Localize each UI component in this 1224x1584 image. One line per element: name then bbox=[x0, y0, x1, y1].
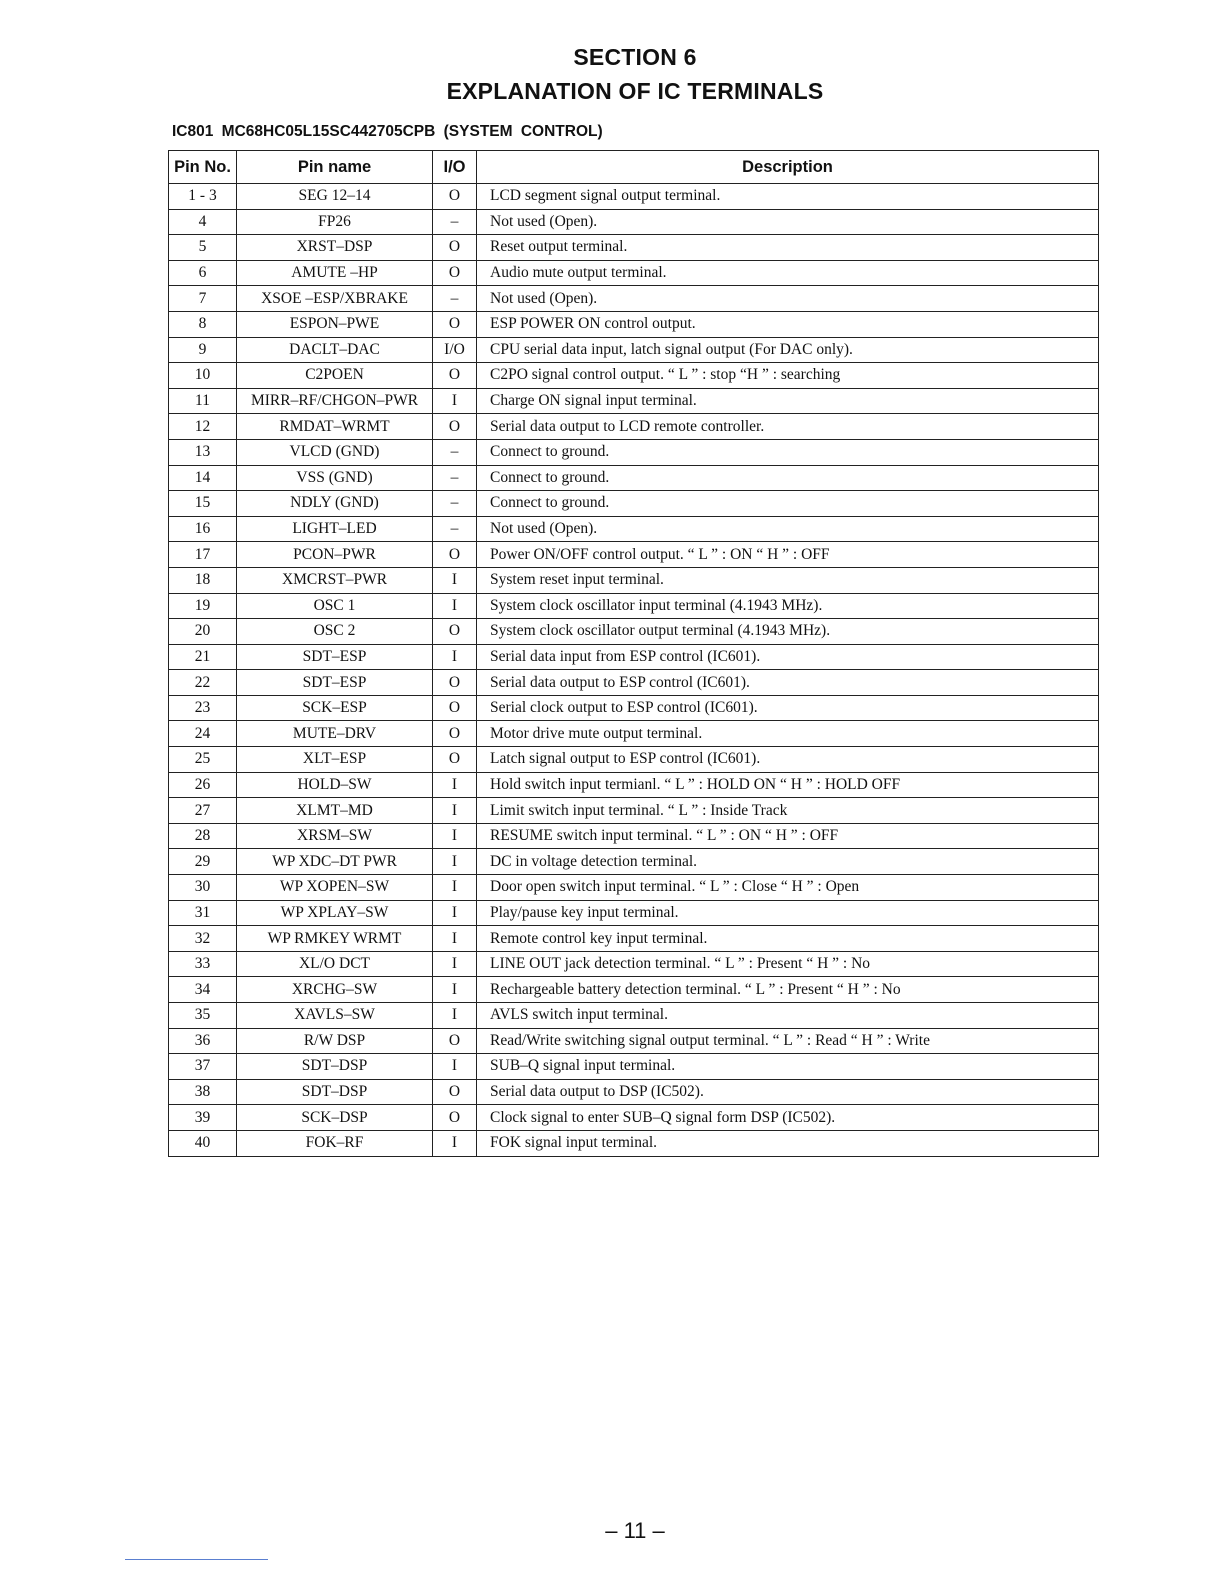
table-row bbox=[169, 772, 1099, 798]
table-row bbox=[169, 1105, 1099, 1131]
table-row bbox=[169, 721, 1099, 747]
pin-no-cell: 11 bbox=[169, 388, 237, 414]
pin-no-cell: 26 bbox=[169, 772, 237, 798]
pin-name-cell: WP XOPEN–SW bbox=[237, 875, 433, 901]
pin-name-cell: FOK–RF bbox=[237, 1130, 433, 1156]
pin-no-cell: 17 bbox=[169, 542, 237, 568]
pin-name-cell: FP26 bbox=[237, 209, 433, 235]
description-cell: Serial data output to LCD remote controller. bbox=[477, 414, 1099, 440]
io-cell: I bbox=[433, 798, 477, 824]
pin-no-cell: 23 bbox=[169, 695, 237, 721]
description-cell: Hold switch input termianl. “ L ” : HOLD ON “ H ” : HOLD OFF bbox=[477, 772, 1099, 798]
io-cell: O bbox=[433, 184, 477, 210]
pin-no-cell: 19 bbox=[169, 593, 237, 619]
pin-name-cell: WP RMKEY WRMT bbox=[237, 926, 433, 952]
io-cell: O bbox=[433, 1079, 477, 1105]
description-cell: Power ON/OFF control output. “ L ” : ON “ H ” : OFF bbox=[477, 542, 1099, 568]
io-cell: O bbox=[433, 670, 477, 696]
column-header-io: I/O bbox=[433, 151, 477, 184]
io-cell: O bbox=[433, 721, 477, 747]
page-title: EXPLANATION OF IC TERMINALS bbox=[446, 78, 824, 104]
pin-no-cell: 12 bbox=[169, 414, 237, 440]
pin-name-cell: VSS (GND) bbox=[237, 465, 433, 491]
pin-no-cell: 18 bbox=[169, 567, 237, 593]
pin-no-cell: 6 bbox=[169, 260, 237, 286]
io-cell: – bbox=[433, 491, 477, 517]
description-cell: Serial data output to DSP (IC502). bbox=[477, 1079, 1099, 1105]
description-cell: Connect to ground. bbox=[477, 439, 1099, 465]
pin-no-cell: 38 bbox=[169, 1079, 237, 1105]
description-cell: SUB–Q signal input terminal. bbox=[477, 1054, 1099, 1080]
description-cell: System reset input terminal. bbox=[477, 567, 1099, 593]
description-cell: ESP POWER ON control output. bbox=[477, 311, 1099, 337]
pin-no-cell: 35 bbox=[169, 1003, 237, 1029]
io-cell: O bbox=[433, 260, 477, 286]
table-row bbox=[169, 900, 1099, 926]
pin-name-cell: AMUTE –HP bbox=[237, 260, 433, 286]
ic-heading: IC801 MC68HC05L15SC442705CPB (SYSTEM CONTROL) bbox=[172, 123, 603, 140]
description-cell: Play/pause key input terminal. bbox=[477, 900, 1099, 926]
column-header-pin-name: Pin name bbox=[237, 151, 433, 184]
description-cell: Serial clock output to ESP control (IC601). bbox=[477, 695, 1099, 721]
pin-name-cell: XAVLS–SW bbox=[237, 1003, 433, 1029]
pin-name-cell: ESPON–PWE bbox=[237, 311, 433, 337]
io-cell: O bbox=[433, 235, 477, 261]
pin-no-cell: 20 bbox=[169, 619, 237, 645]
description-cell: AVLS switch input terminal. bbox=[477, 1003, 1099, 1029]
description-cell: Remote control key input terminal. bbox=[477, 926, 1099, 952]
table-row bbox=[169, 977, 1099, 1003]
pin-name-cell: C2POEN bbox=[237, 363, 433, 389]
table-row bbox=[169, 798, 1099, 824]
column-header-pin-no: Pin No. bbox=[169, 151, 237, 184]
io-cell: O bbox=[433, 1105, 477, 1131]
table-row bbox=[169, 926, 1099, 952]
description-cell: System clock oscillator input terminal (4.1943 MHz). bbox=[477, 593, 1099, 619]
pin-name-cell: SDT–DSP bbox=[237, 1054, 433, 1080]
description-cell: CPU serial data input, latch signal output (For DAC only). bbox=[477, 337, 1099, 363]
description-cell: Serial data input from ESP control (IC601). bbox=[477, 644, 1099, 670]
pin-name-cell: XLMT–MD bbox=[237, 798, 433, 824]
pin-name-cell: SCK–DSP bbox=[237, 1105, 433, 1131]
pin-no-cell: 13 bbox=[169, 439, 237, 465]
pin-name-cell: R/W DSP bbox=[237, 1028, 433, 1054]
io-cell: – bbox=[433, 516, 477, 542]
pin-name-cell: MUTE–DRV bbox=[237, 721, 433, 747]
table-row bbox=[169, 747, 1099, 773]
io-cell: I bbox=[433, 823, 477, 849]
description-cell: C2PO signal control output. “ L ” : stop “H ” : searching bbox=[477, 363, 1099, 389]
description-cell: Audio mute output terminal. bbox=[477, 260, 1099, 286]
io-cell: I bbox=[433, 1054, 477, 1080]
description-cell: Rechargeable battery detection terminal. “ L ” : Present “ H ” : No bbox=[477, 977, 1099, 1003]
pin-name-cell: MIRR–RF/CHGON–PWR bbox=[237, 388, 433, 414]
pin-no-cell: 36 bbox=[169, 1028, 237, 1054]
pin-name-cell: XL/O DCT bbox=[237, 951, 433, 977]
description-cell: Connect to ground. bbox=[477, 491, 1099, 517]
pin-no-cell: 30 bbox=[169, 875, 237, 901]
description-cell: Not used (Open). bbox=[477, 516, 1099, 542]
pin-name-cell: XMCRST–PWR bbox=[237, 567, 433, 593]
pin-name-cell: LIGHT–LED bbox=[237, 516, 433, 542]
pin-no-cell: 29 bbox=[169, 849, 237, 875]
description-cell: Connect to ground. bbox=[477, 465, 1099, 491]
io-cell: I bbox=[433, 951, 477, 977]
table-row bbox=[169, 363, 1099, 389]
table-row bbox=[169, 567, 1099, 593]
io-cell: I bbox=[433, 1003, 477, 1029]
pin-no-cell: 10 bbox=[169, 363, 237, 389]
description-cell: System clock oscillator output terminal (4.1943 MHz). bbox=[477, 619, 1099, 645]
pin-name-cell: VLCD (GND) bbox=[237, 439, 433, 465]
table-row bbox=[169, 619, 1099, 645]
table-row bbox=[169, 875, 1099, 901]
io-cell: O bbox=[433, 619, 477, 645]
table-row bbox=[169, 849, 1099, 875]
io-cell: I bbox=[433, 977, 477, 1003]
io-cell: I bbox=[433, 388, 477, 414]
pin-name-cell: XRSM–SW bbox=[237, 823, 433, 849]
io-cell: – bbox=[433, 465, 477, 491]
io-cell: I bbox=[433, 1130, 477, 1156]
column-header-description: Description bbox=[477, 151, 1099, 184]
pin-no-cell: 1 - 3 bbox=[169, 184, 237, 210]
pin-name-cell: SDT–DSP bbox=[237, 1079, 433, 1105]
table-row bbox=[169, 465, 1099, 491]
pin-name-cell: SDT–ESP bbox=[237, 670, 433, 696]
pin-no-cell: 31 bbox=[169, 900, 237, 926]
table-row bbox=[169, 1054, 1099, 1080]
pin-name-cell: SDT–ESP bbox=[237, 644, 433, 670]
section-number: SECTION 6 bbox=[573, 44, 697, 70]
description-cell: Reset output terminal. bbox=[477, 235, 1099, 261]
table-row bbox=[169, 670, 1099, 696]
table-row bbox=[169, 388, 1099, 414]
description-cell: RESUME switch input terminal. “ L ” : ON “ H ” : OFF bbox=[477, 823, 1099, 849]
table-row bbox=[169, 439, 1099, 465]
pin-name-cell: NDLY (GND) bbox=[237, 491, 433, 517]
description-cell: Read/Write switching signal output terminal. “ L ” : Read “ H ” : Write bbox=[477, 1028, 1099, 1054]
pin-name-cell: SEG 12–14 bbox=[237, 184, 433, 210]
description-cell: DC in voltage detection terminal. bbox=[477, 849, 1099, 875]
description-cell: Serial data output to ESP control (IC601). bbox=[477, 670, 1099, 696]
pin-no-cell: 32 bbox=[169, 926, 237, 952]
pin-no-cell: 22 bbox=[169, 670, 237, 696]
pin-no-cell: 9 bbox=[169, 337, 237, 363]
table-header-row bbox=[169, 151, 1099, 184]
pin-name-cell: WP XPLAY–SW bbox=[237, 900, 433, 926]
io-cell: I bbox=[433, 900, 477, 926]
io-cell: I bbox=[433, 644, 477, 670]
io-cell: O bbox=[433, 747, 477, 773]
io-cell: I bbox=[433, 567, 477, 593]
table-row bbox=[169, 695, 1099, 721]
table-row bbox=[169, 1079, 1099, 1105]
description-cell: Motor drive mute output terminal. bbox=[477, 721, 1099, 747]
pin-no-cell: 16 bbox=[169, 516, 237, 542]
io-cell: I bbox=[433, 926, 477, 952]
description-cell: LINE OUT jack detection terminal. “ L ” : Present “ H ” : No bbox=[477, 951, 1099, 977]
description-cell: Not used (Open). bbox=[477, 286, 1099, 312]
io-cell: O bbox=[433, 542, 477, 568]
table-row bbox=[169, 951, 1099, 977]
pin-no-cell: 28 bbox=[169, 823, 237, 849]
io-cell: I bbox=[433, 875, 477, 901]
table-row bbox=[169, 209, 1099, 235]
description-cell: Door open switch input terminal. “ L ” : Close “ H ” : Open bbox=[477, 875, 1099, 901]
pin-no-cell: 5 bbox=[169, 235, 237, 261]
footer-rule bbox=[125, 1559, 268, 1560]
description-cell: Not used (Open). bbox=[477, 209, 1099, 235]
pin-no-cell: 34 bbox=[169, 977, 237, 1003]
pin-name-cell: XRST–DSP bbox=[237, 235, 433, 261]
io-cell: I/O bbox=[433, 337, 477, 363]
pin-no-cell: 7 bbox=[169, 286, 237, 312]
pin-name-cell: XSOE –ESP/XBRAKE bbox=[237, 286, 433, 312]
pin-name-cell: DACLT–DAC bbox=[237, 337, 433, 363]
pin-name-cell: PCON–PWR bbox=[237, 542, 433, 568]
table-row bbox=[169, 260, 1099, 286]
io-cell: O bbox=[433, 1028, 477, 1054]
table-row bbox=[169, 542, 1099, 568]
io-cell: I bbox=[433, 772, 477, 798]
table-row bbox=[169, 311, 1099, 337]
pin-no-cell: 25 bbox=[169, 747, 237, 773]
io-cell: I bbox=[433, 849, 477, 875]
description-cell: FOK signal input terminal. bbox=[477, 1130, 1099, 1156]
table-row bbox=[169, 1003, 1099, 1029]
io-cell: – bbox=[433, 209, 477, 235]
io-cell: O bbox=[433, 414, 477, 440]
pin-no-cell: 15 bbox=[169, 491, 237, 517]
io-cell: O bbox=[433, 311, 477, 337]
table-row bbox=[169, 491, 1099, 517]
pin-name-cell: OSC 2 bbox=[237, 619, 433, 645]
table-row bbox=[169, 184, 1099, 210]
pin-name-cell: SCK–ESP bbox=[237, 695, 433, 721]
pin-no-cell: 24 bbox=[169, 721, 237, 747]
pin-no-cell: 40 bbox=[169, 1130, 237, 1156]
pin-name-cell: HOLD–SW bbox=[237, 772, 433, 798]
pin-no-cell: 14 bbox=[169, 465, 237, 491]
table-row bbox=[169, 337, 1099, 363]
pin-no-cell: 21 bbox=[169, 644, 237, 670]
pin-no-cell: 8 bbox=[169, 311, 237, 337]
io-cell: – bbox=[433, 439, 477, 465]
description-cell: Charge ON signal input terminal. bbox=[477, 388, 1099, 414]
pin-no-cell: 33 bbox=[169, 951, 237, 977]
ic-terminals-table bbox=[168, 150, 1099, 1157]
page-number: – 11 – bbox=[605, 1518, 665, 1543]
table-row bbox=[169, 516, 1099, 542]
io-cell: I bbox=[433, 593, 477, 619]
description-cell: Limit switch input terminal. “ L ” : Inside Track bbox=[477, 798, 1099, 824]
pin-no-cell: 39 bbox=[169, 1105, 237, 1131]
table-row bbox=[169, 286, 1099, 312]
pin-name-cell: RMDAT–WRMT bbox=[237, 414, 433, 440]
io-cell: – bbox=[433, 286, 477, 312]
pin-name-cell: XRCHG–SW bbox=[237, 977, 433, 1003]
table-row bbox=[169, 1028, 1099, 1054]
description-cell: LCD segment signal output terminal. bbox=[477, 184, 1099, 210]
description-cell: Latch signal output to ESP control (IC601). bbox=[477, 747, 1099, 773]
table-row bbox=[169, 1130, 1099, 1156]
pin-no-cell: 27 bbox=[169, 798, 237, 824]
io-cell: O bbox=[433, 695, 477, 721]
pin-name-cell: OSC 1 bbox=[237, 593, 433, 619]
description-cell: Clock signal to enter SUB–Q signal form DSP (IC502). bbox=[477, 1105, 1099, 1131]
pin-name-cell: XLT–ESP bbox=[237, 747, 433, 773]
pin-no-cell: 4 bbox=[169, 209, 237, 235]
table-row bbox=[169, 414, 1099, 440]
pin-name-cell: WP XDC–DT PWR bbox=[237, 849, 433, 875]
io-cell: O bbox=[433, 363, 477, 389]
table-row bbox=[169, 644, 1099, 670]
table-row bbox=[169, 235, 1099, 261]
pin-no-cell: 37 bbox=[169, 1054, 237, 1080]
table-row bbox=[169, 593, 1099, 619]
table-row bbox=[169, 823, 1099, 849]
